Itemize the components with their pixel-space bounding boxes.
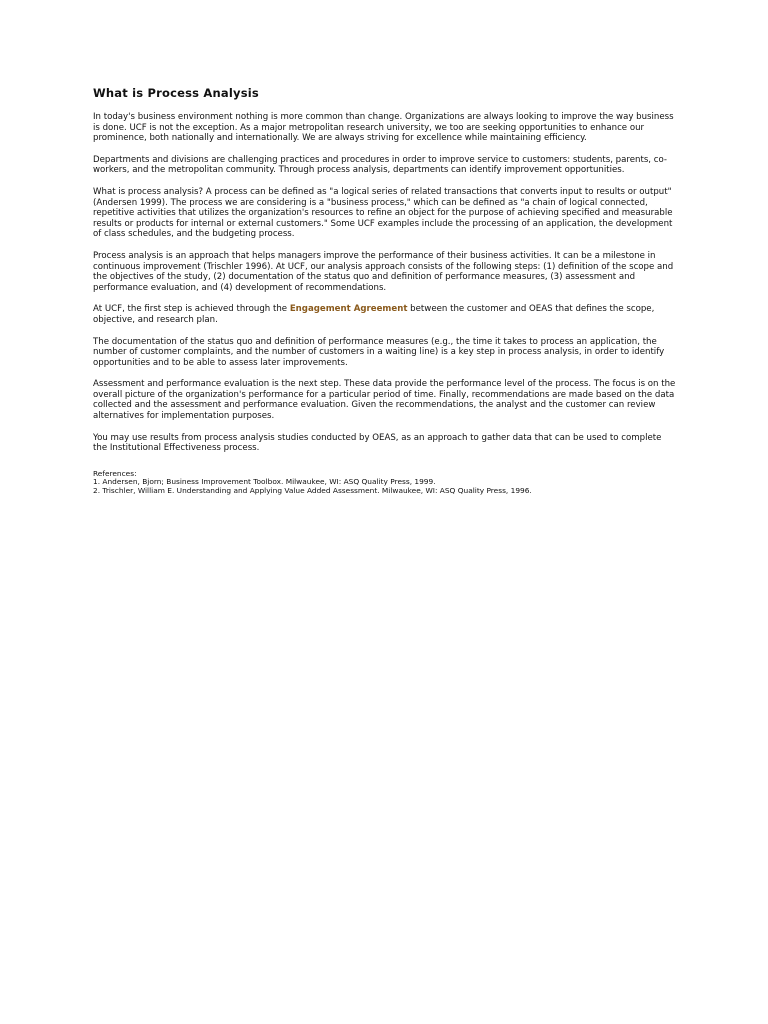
paragraph-assessment: Assessment and performance evaluation is the next step. These data provide the performance level of the process. The focus is on the overall picture of the organization's performance for a particular period of time. Finally, recommendations are made based on the data collected and the assessment and performance evaluation. Given the recommendations, the analyst and the customer can review alternatives for implementation purposes.	[93, 379, 676, 422]
document-page	[93, 86, 677, 496]
reference-item: 1. Andersen, Bjorn; Business Improvement Toolbox. Milwaukee, WI: ASQ Quality Press, 1999.	[93, 477, 436, 487]
paragraph-departments: Departments and divisions are challenging practices and procedures in order to improve service to customers: students, parents, co-workers, and the metropolitan community. Through process analysis, departments can identify improvement opportunities.	[93, 154, 668, 176]
paragraph-engagement	[93, 304, 677, 325]
engagement-text-after: between the customer and OEAS that defines the scope, objective, and research plan.	[93, 304, 655, 325]
references	[93, 470, 677, 496]
paragraph-results: You may use results from process analysis studies conducted by OEAS, as an approach to gather data that can be used to complete the Institutional Effectiveness process.	[93, 432, 662, 454]
engagement-text-before: At UCF, the first step is achieved through the	[93, 304, 290, 315]
paragraph-approach: Process analysis is an approach that helps managers improve the performance of their business activities. It can be a milestone in continuous improvement (Trischler 1996). At UCF, our analysis approach consists of the following steps: (1) definition of the scope and the objectives of the study, (2) documentation of the status quo and definition of performance measures, (3) assessment and performance evaluation, and (4) development of recommendations.	[93, 250, 674, 293]
reference-item: 2. Trischler, William E. Understanding and Applying Value Added Assessment. Milwaukee, WI: ASQ Quality Press, 1996.	[93, 486, 532, 496]
paragraph-documentation: The documentation of the status quo and definition of performance measures (e.g., the time it takes to process an application, the number of customer complaints, and the number of customers in a waiting line) is a key step in process analysis, in order to identify opportunities and to be able to assess later improvements.	[93, 336, 665, 368]
paragraph-intro: In today's business environment nothing is more common than change. Organizations are always looking to improve the way business is done. UCF is not the exception. As a major metropolitan research university, we too are seeking opportunities to enhance our prominence, both nationally and internationally. We are always striving for excellence while maintaining efficiency.	[93, 112, 674, 144]
paragraph-definition: What is process analysis? A process can be defined as "a logical series of related transactions that converts input to results or output" (Andersen 1999). The process we are considering is a "business process," which can be defined as "a chain of logical connected, repetitive activities that utilizes the organization's resources to refine an object for the purpose of achieving specified and measurable results or products for internal or external customers." Some UCF examples include the processing of an application, the development of class schedules, and the budgeting process.	[93, 186, 673, 240]
engagement-agreement-link[interactable]: Engagement Agreement	[289, 304, 408, 315]
references-heading: References:	[93, 468, 137, 478]
page-title: What is Process Analysis	[93, 86, 259, 100]
